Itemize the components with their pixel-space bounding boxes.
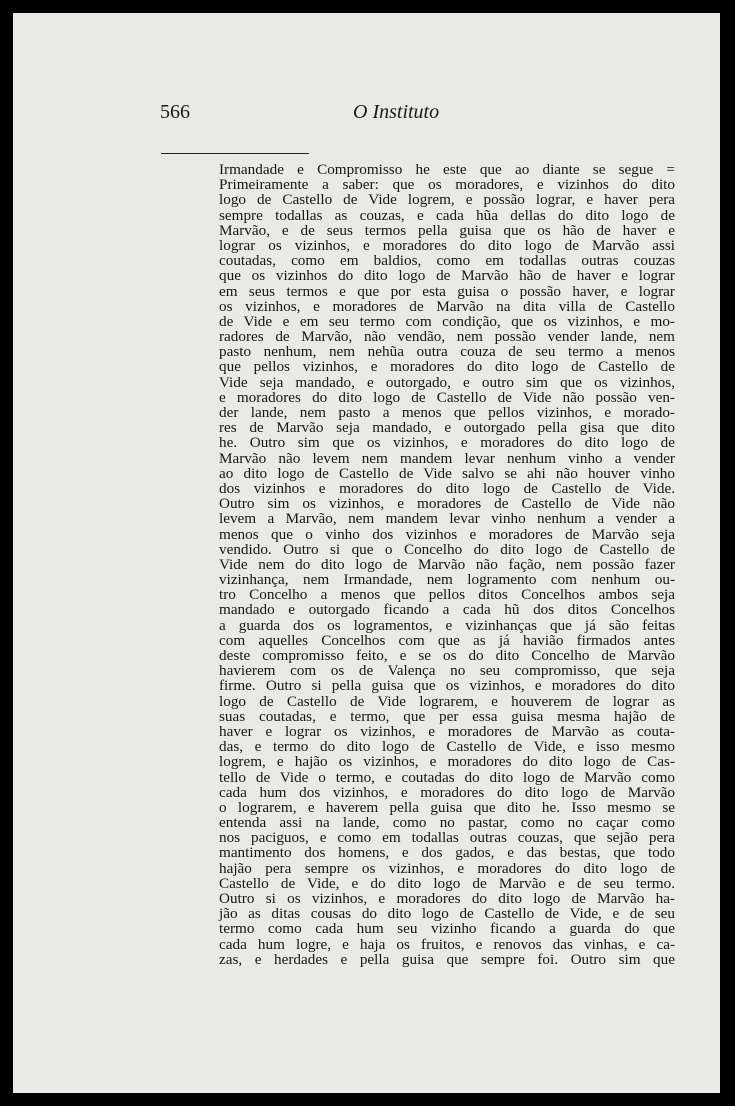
text-line: hajão pera sempre os vizinhos, e moradores do dito logo de xyxy=(219,859,675,877)
text-line: haver e lograr os vizinhos, e moradores de Marvão as couta- xyxy=(219,722,675,740)
text-line: cada hum dos vizinhos, e moradores do dito logo de Marvão xyxy=(219,783,675,801)
text-line: menos que o vinho dos vizinhos e moradores de Marvão seja xyxy=(219,525,675,543)
text-line: Vide nem do dito logo de Marvão não fação, nem possão fazer xyxy=(219,555,675,573)
text-line: lograr os vizinhos, e moradores do dito logo de Marvão assi xyxy=(219,236,675,254)
text-line: radores de Marvão, não vendão, nem possão vender lande, nem xyxy=(219,328,675,346)
text-line: he. Outro sim que os vizinhos, e moradores do dito logo de xyxy=(219,434,675,452)
text-line: suas coutadas, e termo, que per essa guisa mesma hajão de xyxy=(219,707,675,725)
text-line: Castello de Vide, e do dito logo de Marvão e de seu termo. xyxy=(219,874,675,892)
text-line: mantimento dos homens, e dos gados, e das bestas, que todo xyxy=(219,844,675,862)
text-line: que pellos vizinhos, e moradores do dito logo de Castello de xyxy=(219,358,675,376)
text-line: Outro sim os vizinhos, e moradores de Castello de Vide não xyxy=(219,495,675,513)
text-line: vizinhança, nem Irmandade, nem logramento com nenhum ou- xyxy=(219,571,675,589)
text-line: dos vizinhos e moradores do dito logo de Castello de Vide. xyxy=(219,479,675,497)
text-line: deste compromisso feito, e se os do dito Concelho de Marvão xyxy=(219,647,675,664)
text-line: coutadas, como em baldios, como em todallas outras couzas xyxy=(219,252,675,270)
text-line: em seus termos e que por esta guisa o possão haver, e lograr xyxy=(219,282,675,300)
text-line: Outro si os vizinhos, e moradores do dito logo de Marvão ha- xyxy=(219,890,675,907)
text-line: entenda assi na lande, como no pastar, como no caçar como xyxy=(219,814,675,832)
header-rule xyxy=(161,153,309,154)
page-number: 566 xyxy=(160,101,190,123)
text-line: zas, e herdades e pella guisa que sempre foi. Outro sim que xyxy=(219,950,675,968)
text-line: levem a Marvão, nem mandem levar vinho nenhum a vender a xyxy=(219,510,675,528)
text-line: logo de Castello de Vide lograrem, e houverem de lograr as xyxy=(219,692,675,710)
text-line: com aquelles Concelhos com que as já havião firmados antes xyxy=(219,631,675,649)
text-line: havierem com os de Valença no seu compromisso, que seja xyxy=(219,662,675,680)
text-line: Primeiramente a saber: que os moradores, e vizinhos do dito xyxy=(219,176,675,194)
text-line: Vide seja mandado, e outorgado, e outro sim que os vizinhos, xyxy=(219,373,675,391)
text-line: de Vide e em seu termo com condição, que os vizinhos, e mo- xyxy=(219,312,675,330)
text-line: Irmandade e Compromisso he este que ao diante se segue = xyxy=(219,161,675,178)
text-line: vendido. Outro si que o Concelho do dito logo de Castello de xyxy=(219,540,675,558)
text-line: tro Concelho a menos que pellos ditos Concelhos ambos seja xyxy=(219,586,675,604)
text-line: Marvão, e de seus termos pella guisa que os hão de haver e xyxy=(219,221,675,239)
text-line: os vizinhos, e moradores de Marvão na dita villa de Castello xyxy=(219,297,675,315)
text-line: termo como cada hum seu vizinho ficando a guarda do que xyxy=(219,920,675,938)
text-line: pasto nenhum, nem nehũa outra couza de seu termo a menos xyxy=(219,343,675,361)
text-line: jão as ditas cousas do dito logo de Castello de Vide, e de seu xyxy=(219,905,675,923)
text-line: logrem, e hajão os vizinhos, e moradores do dito logo de Cas- xyxy=(219,753,675,771)
text-line: o lograrem, e haverem pella guisa que dito he. Isso mesmo se xyxy=(219,798,675,816)
text-line: nos paciguos, e como em todallas outras couzas, que sejão pera xyxy=(219,829,675,847)
text-line: firme. Outro si pella guisa que os vizinhos, e moradores do dito xyxy=(219,677,675,695)
text-line: der lande, nem pasto a menos que pellos vizinhos, e morado- xyxy=(219,404,675,421)
text-line: tello de Vide o termo, e coutadas do dito logo de Marvão como xyxy=(219,768,675,786)
text-line: res de Marvão seja mandado, e outorgado pella gisa que dito xyxy=(219,419,675,437)
text-line: logo de Castello de Vide logrem, e possão lograr, e haver pera xyxy=(219,191,675,209)
text-line: que os vizinhos do dito logo de Marvão hão de haver e lograr xyxy=(219,267,675,285)
running-title: O Instituto xyxy=(353,101,440,123)
text-line: e moradores do dito logo de Castello de Vide não possão ven- xyxy=(219,388,675,406)
text-line: sempre todallas as couzas, e cada hũa dellas do dito logo de xyxy=(219,206,675,224)
body-text xyxy=(219,162,675,967)
text-line: ao dito logo de Castello de Vide salvo se ahi não houver vinho xyxy=(219,464,675,482)
text-line: mandado e outorgado ficando a cada hũ dos ditos Concelhos xyxy=(219,601,675,619)
scanned-page xyxy=(13,13,720,1093)
text-line: das, e termo do dito logo de Castello de Vide, e isso mesmo xyxy=(219,738,675,756)
text-line: a guarda dos os logramentos, e vizinhanças que já são feitas xyxy=(219,616,675,634)
text-line: Marvão não levem nem mandem levar nenhum vinho a vender xyxy=(219,449,675,467)
text-line: cada hum logre, e haja os fruitos, e renovos das vinhas, e ca- xyxy=(219,935,675,953)
